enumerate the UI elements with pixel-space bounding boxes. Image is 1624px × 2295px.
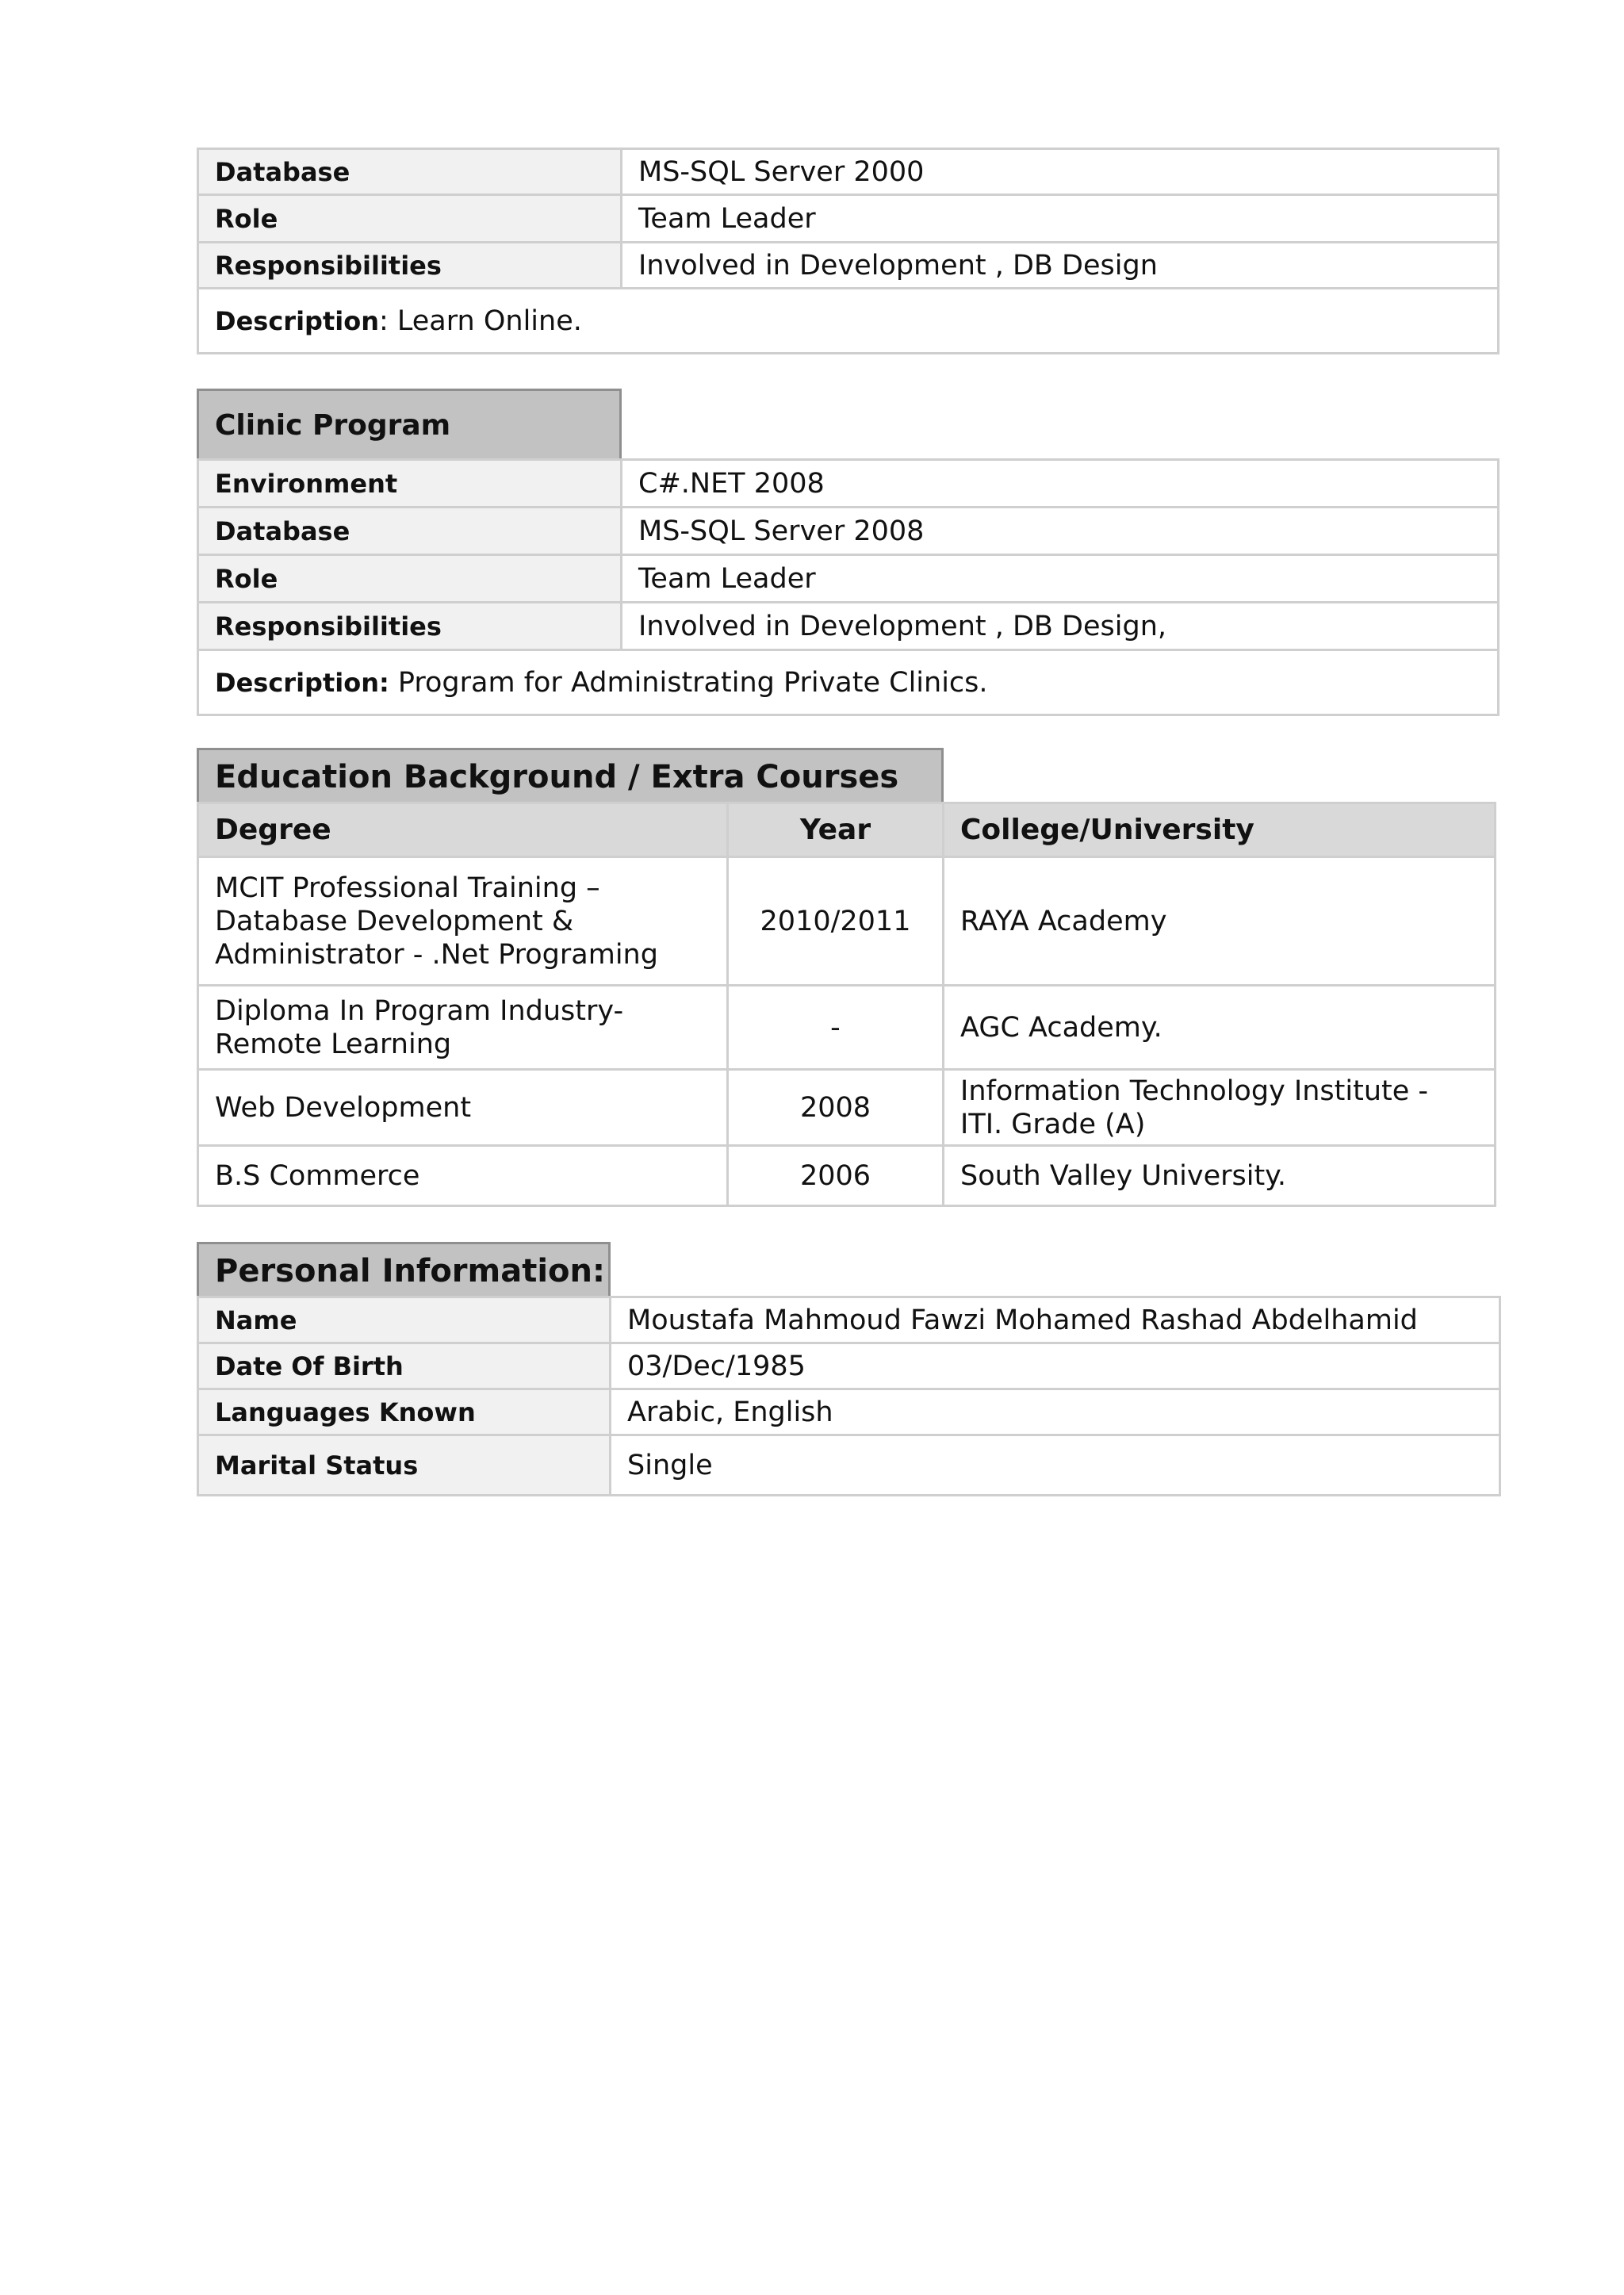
year-cell: -: [728, 986, 944, 1070]
row-value: Team Leader: [622, 555, 1499, 603]
column-header-college: College/University: [944, 803, 1496, 857]
row-value: Single: [611, 1435, 1500, 1496]
section-title-education: Education Background / Extra Courses: [197, 748, 944, 803]
row-label: Role: [198, 195, 622, 243]
section-title-clinic-program: Clinic Program: [197, 389, 622, 460]
project-description: [198, 289, 1499, 354]
degree-line: B.S Commerce: [215, 1159, 420, 1192]
row-value: Moustafa Mahmoud Fawzi Mohamed Rashad Abdelhamid: [611, 1297, 1500, 1343]
college-cell: [944, 986, 1496, 1070]
description-label: Description:: [215, 667, 389, 698]
personal-information-table: [197, 1296, 1501, 1496]
row-label: Responsibilities: [198, 603, 622, 650]
college-cell: [944, 1146, 1496, 1206]
year-cell: 2008: [728, 1070, 944, 1146]
degree-line: MCIT Professional Training –: [215, 872, 600, 904]
row-value: Involved in Development , DB Design,: [622, 603, 1499, 650]
row-label: Environment: [198, 460, 622, 508]
college-cell: [944, 857, 1496, 986]
degree-line: Web Development: [215, 1091, 472, 1124]
degree-line: Administrator - .Net Programing: [215, 938, 658, 971]
degree-cell: [198, 1070, 728, 1146]
row-label: Languages Known: [198, 1389, 611, 1435]
college-line: South Valley University.: [960, 1159, 1287, 1192]
college-line: Information Technology Institute -: [960, 1075, 1429, 1107]
table-row: [198, 1070, 1496, 1146]
row-value: MS-SQL Server 2000: [622, 149, 1499, 195]
row-value: C#.NET 2008: [622, 460, 1499, 508]
degree-cell: [198, 1146, 728, 1206]
college-line: ITI. Grade (A): [960, 1108, 1146, 1140]
college-cell: [944, 1070, 1496, 1146]
row-value: Arabic, English: [611, 1389, 1500, 1435]
row-value: 03/Dec/1985: [611, 1343, 1500, 1389]
description-text: Program for Administrating Private Clinics.: [389, 666, 988, 699]
row-label: Date Of Birth: [198, 1343, 611, 1389]
table-row: [198, 986, 1496, 1070]
year-cell: 2010/2011: [728, 857, 944, 986]
degree-cell: [198, 986, 728, 1070]
row-label: Database: [198, 508, 622, 555]
college-line: AGC Academy.: [960, 1011, 1162, 1044]
table-row: [198, 857, 1496, 986]
degree-line: Database Development &: [215, 905, 574, 937]
degree-line: Diploma In Program Industry-: [215, 994, 624, 1027]
row-label: Name: [198, 1297, 611, 1343]
degree-cell: [198, 857, 728, 986]
description-text: : Learn Online.: [378, 305, 582, 337]
project-learn-online: [197, 148, 1500, 354]
column-header-year: Year: [728, 803, 944, 857]
row-label: Marital Status: [198, 1435, 611, 1496]
row-label: Database: [198, 149, 622, 195]
section-title-personal-information: Personal Information:: [197, 1242, 611, 1297]
degree-line: Remote Learning: [215, 1028, 452, 1060]
project-description: [198, 650, 1499, 715]
row-label: Responsibilities: [198, 243, 622, 289]
row-value: Team Leader: [622, 195, 1499, 243]
row-value: MS-SQL Server 2008: [622, 508, 1499, 555]
project-clinic-program: [197, 458, 1500, 716]
description-label: Description: [215, 305, 379, 336]
education-table: [197, 802, 1496, 1207]
college-line: RAYA Academy: [960, 905, 1167, 937]
table-row: [198, 1146, 1496, 1206]
row-value: Involved in Development , DB Design: [622, 243, 1499, 289]
column-header-degree: Degree: [198, 803, 728, 857]
row-label: Role: [198, 555, 622, 603]
year-cell: 2006: [728, 1146, 944, 1206]
